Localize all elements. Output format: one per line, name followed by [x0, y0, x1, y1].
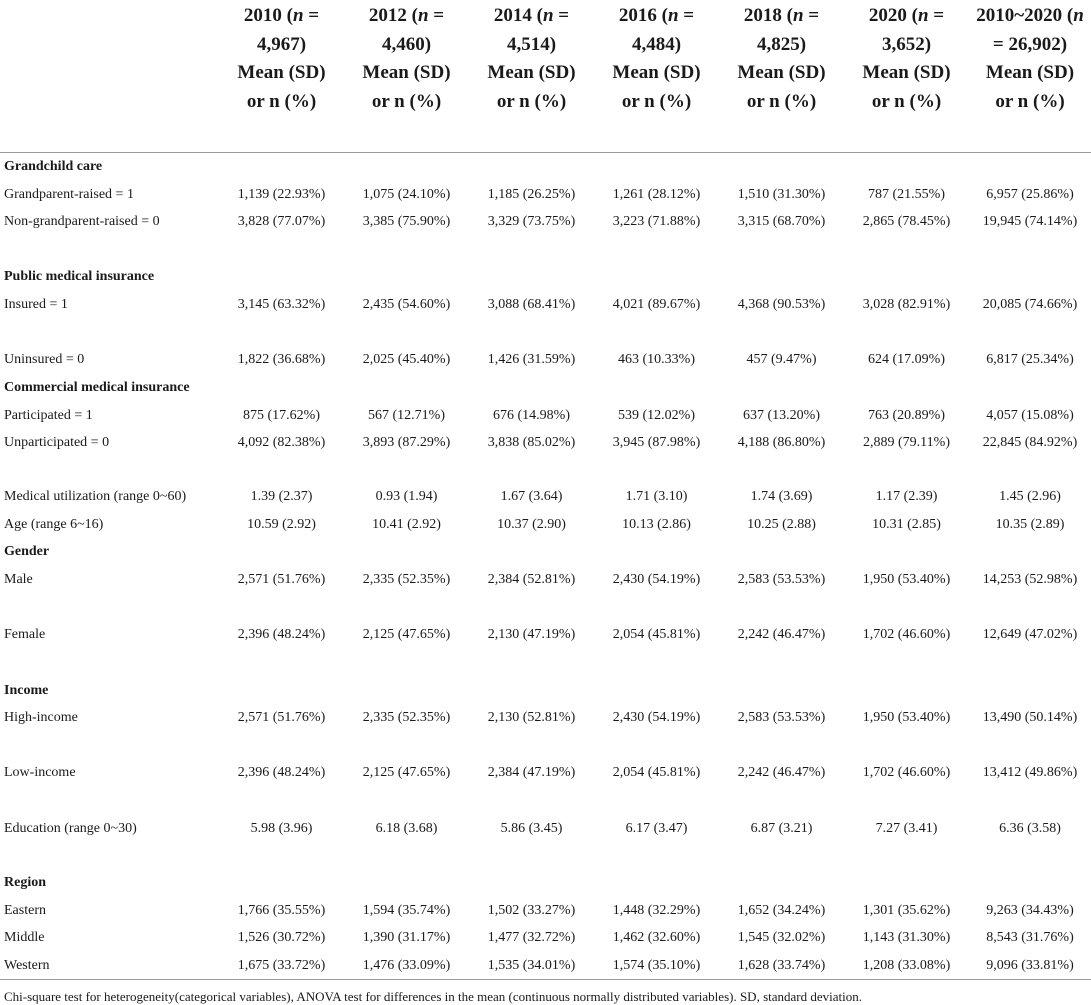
value-cell: 624 (17.09%): [868, 352, 945, 367]
value-cell: 1,185 (26.25%): [487, 186, 576, 202]
value-cell: 4,188 (86.80%): [737, 435, 826, 450]
table-row: [0, 511, 1091, 539]
table-row: [0, 704, 1091, 759]
row-label: Participated = 1: [4, 407, 93, 423]
value-cell: 787 (21.55%): [868, 186, 945, 202]
value-cell: 4,092 (82.38%): [237, 435, 326, 450]
value-cell: 1,526 (30.72%): [237, 930, 326, 945]
table-body: [0, 153, 1091, 980]
value-cell: 3,838 (85.02%): [487, 435, 576, 450]
value-cell: 4,021 (89.67%): [612, 297, 701, 312]
value-cell: [969, 374, 1091, 402]
value-cell: 1,502 (33.27%): [487, 902, 576, 918]
value-cell: 2,889 (79.11%): [863, 435, 950, 450]
value-cell: 2,242 (46.47%): [737, 626, 826, 642]
value-cell: 6.87 (3.21): [750, 821, 813, 836]
value-cell: 1,675 (33.72%): [219, 952, 344, 980]
value-cell: [719, 153, 844, 181]
row-label: Western: [0, 952, 219, 980]
table-row: [0, 621, 1091, 677]
column-stat2: or n (%): [995, 90, 1065, 112]
value-cell: [844, 153, 969, 181]
row-label: Education (range 0~30): [4, 821, 137, 836]
value-cell: [344, 677, 469, 705]
section-row: [0, 263, 1091, 291]
value-cell: 20,085 (74.66%): [982, 297, 1078, 312]
table-row: [0, 815, 1091, 869]
value-cell: 637 (13.20%): [743, 407, 820, 423]
column-n: 4,484: [631, 33, 675, 55]
value-cell: [219, 153, 344, 181]
value-cell: 1,594 (35.74%): [362, 902, 451, 918]
value-cell: 1,075 (24.10%): [362, 186, 451, 202]
value-cell: 1,628 (33.74%): [719, 952, 844, 980]
section-label: Region: [4, 875, 46, 890]
value-cell: 1,139 (22.93%): [237, 186, 326, 202]
row-label: High-income: [4, 710, 78, 725]
row-label: Age (range 6~16): [4, 516, 104, 532]
value-cell: [219, 869, 344, 897]
value-cell: 1,652 (34.24%): [737, 902, 826, 918]
row-label: Uninsured = 0: [4, 352, 85, 367]
value-cell: 1,476 (33.09%): [344, 952, 469, 980]
row-label: Grandparent-raised = 1: [4, 186, 134, 202]
value-cell: 1,448 (32.29%): [612, 902, 701, 918]
value-cell: 1,535 (34.01%): [469, 952, 594, 980]
value-cell: 2,384 (52.81%): [487, 571, 576, 587]
header-row: [0, 0, 1091, 150]
value-cell: 1.39 (2.37): [250, 489, 313, 504]
value-cell: 3,893 (87.29%): [362, 435, 451, 450]
value-cell: [594, 538, 719, 566]
value-cell: 1,261 (28.12%): [612, 186, 701, 202]
column-header-1: 2010 (n = 4,967) Mean (SD) or n (%): [237, 5, 326, 112]
value-cell: [469, 153, 594, 181]
value-cell: 1.67 (3.64): [500, 489, 563, 504]
value-cell: 2,396 (48.24%): [237, 765, 326, 780]
value-cell: 1,950 (53.40%): [862, 710, 951, 725]
value-cell: 1,390 (31.17%): [362, 930, 451, 945]
column-header-5: 2018 (n = 4,825) Mean (SD) or n (%): [737, 5, 826, 112]
value-cell: 2,025 (45.40%): [362, 352, 451, 367]
value-cell: [344, 374, 469, 402]
value-cell: 2,583 (53.53%): [737, 710, 826, 725]
value-cell: 3,329 (73.75%): [487, 214, 576, 229]
value-cell: [969, 869, 1091, 897]
column-n: 4,514: [506, 33, 550, 55]
value-cell: 3,223 (71.88%): [612, 214, 701, 229]
column-header-3: 2014 (n = 4,514) Mean (SD) or n (%): [487, 5, 576, 112]
value-cell: 10.37 (2.90): [497, 516, 566, 532]
table-row: [0, 924, 1091, 952]
value-cell: 3,945 (87.98%): [612, 435, 701, 450]
value-cell: [719, 869, 844, 897]
value-cell: 4,368 (90.53%): [737, 297, 826, 312]
section-row: [0, 677, 1091, 705]
value-cell: [344, 538, 469, 566]
row-label: Low-income: [4, 765, 76, 780]
row-label: Eastern: [4, 902, 46, 918]
n-symbol: n: [917, 5, 929, 26]
value-cell: 1,766 (35.55%): [237, 902, 326, 918]
section-row: [0, 869, 1091, 897]
value-cell: [344, 153, 469, 181]
value-cell: 2,571 (51.76%): [237, 571, 326, 587]
value-cell: [594, 374, 719, 402]
value-cell: [344, 263, 469, 291]
value-cell: 2,125 (47.65%): [362, 765, 451, 780]
value-cell: [969, 677, 1091, 705]
column-year: 2016: [618, 5, 657, 26]
value-cell: 2,430 (54.19%): [612, 710, 701, 725]
value-cell: [219, 677, 344, 705]
value-cell: [844, 263, 969, 291]
value-cell: 9,263 (34.43%): [986, 902, 1074, 918]
value-cell: 10.41 (2.92): [372, 516, 441, 532]
row-label: Middle: [4, 930, 45, 945]
value-cell: 10.13 (2.86): [622, 516, 691, 532]
value-cell: 463 (10.33%): [618, 352, 695, 367]
column-stat2: or n (%): [871, 90, 942, 112]
column-year: 2014: [493, 5, 532, 26]
value-cell: 2,335 (52.35%): [362, 710, 451, 725]
value-cell: 2,335 (52.35%): [362, 571, 451, 587]
section-label: Commercial medical insurance: [4, 380, 190, 395]
value-cell: 1,462 (32.60%): [612, 930, 701, 945]
value-cell: [969, 153, 1091, 181]
column-header-2: 2012 (n = 4,460) Mean (SD) or n (%): [362, 5, 451, 112]
value-cell: [719, 538, 844, 566]
value-cell: 2,571 (51.76%): [237, 710, 326, 725]
value-cell: 6,817 (25.34%): [986, 352, 1074, 367]
table-row: [0, 429, 1091, 483]
value-cell: 457 (9.47%): [746, 352, 817, 367]
n-symbol: n: [542, 5, 554, 26]
value-cell: 3,385 (75.90%): [362, 214, 451, 229]
table-row: [0, 181, 1091, 209]
table-row: [0, 208, 1091, 263]
value-cell: [344, 869, 469, 897]
value-cell: 1,510 (31.30%): [737, 186, 826, 202]
value-cell: 7.27 (3.41): [875, 821, 938, 836]
table-row: [0, 483, 1091, 511]
value-cell: 3,828 (77.07%): [237, 214, 326, 229]
column-year: 2010~2020: [976, 5, 1063, 26]
value-cell: [719, 374, 844, 402]
value-cell: 6.17 (3.47): [625, 821, 688, 836]
value-cell: 3,088 (68.41%): [487, 297, 576, 312]
value-cell: 0.93 (1.94): [375, 489, 438, 504]
value-cell: 6.36 (3.58): [999, 821, 1061, 836]
value-cell: 2,430 (54.19%): [612, 571, 701, 587]
column-stat: Mean (SD): [737, 62, 826, 83]
column-year: 2010: [243, 5, 282, 26]
column-stat2: or n (%): [496, 90, 567, 112]
value-cell: 10.59 (2.92): [247, 516, 316, 532]
column-n: 4,460: [381, 33, 425, 55]
section-row: [0, 153, 1091, 181]
column-stat: Mean (SD): [985, 62, 1075, 83]
value-cell: 19,945 (74.14%): [982, 214, 1078, 229]
value-cell: 12,649 (47.02%): [982, 626, 1078, 642]
value-cell: 1,426 (31.59%): [487, 352, 576, 367]
table-row: [0, 346, 1091, 374]
value-cell: 1.17 (2.39): [875, 489, 938, 504]
row-label: Non-grandparent-raised = 0: [4, 214, 160, 229]
value-cell: 1.45 (2.96): [999, 489, 1061, 504]
value-cell: 9,096 (33.81%): [969, 952, 1091, 980]
column-stat2: or n (%): [621, 90, 692, 112]
value-cell: [719, 263, 844, 291]
value-cell: 5.98 (3.96): [250, 821, 313, 836]
value-cell: 14,253 (52.98%): [982, 571, 1078, 587]
value-cell: 10.35 (2.89): [995, 516, 1065, 532]
value-cell: [219, 374, 344, 402]
value-cell: 1,143 (31.30%): [862, 930, 951, 945]
n-symbol: n: [792, 5, 804, 26]
value-cell: 5.86 (3.45): [500, 821, 563, 836]
value-cell: 2,865 (78.45%): [862, 214, 951, 229]
value-cell: [844, 677, 969, 705]
value-cell: [594, 677, 719, 705]
column-stat: Mean (SD): [487, 62, 576, 83]
table-row: [0, 402, 1091, 430]
value-cell: [219, 538, 344, 566]
n-symbol: n: [292, 5, 304, 26]
row-label: Unparticipated = 0: [4, 435, 110, 450]
column-header-4: 2016 (n = 4,484) Mean (SD) or n (%): [612, 5, 701, 112]
value-cell: [844, 374, 969, 402]
value-cell: 10.31 (2.85): [872, 516, 941, 532]
value-cell: 3,145 (63.32%): [237, 297, 326, 312]
row-label: Male: [4, 571, 33, 587]
table-row: [0, 952, 1091, 980]
column-n: 4,967: [256, 33, 300, 55]
value-cell: 1,477 (32.72%): [487, 930, 576, 945]
value-cell: 3,315 (68.70%): [737, 214, 826, 229]
value-cell: 2,384 (47.19%): [487, 765, 576, 780]
section-row: [0, 538, 1091, 566]
value-cell: 2,583 (53.53%): [737, 571, 826, 587]
section-row: [0, 374, 1091, 402]
value-cell: 1.74 (3.69): [750, 489, 813, 504]
table-row: [0, 897, 1091, 925]
column-stat2: or n (%): [246, 90, 317, 112]
value-cell: [469, 677, 594, 705]
table-row: [0, 566, 1091, 621]
value-cell: [594, 869, 719, 897]
value-cell: [219, 263, 344, 291]
section-label: Public medical insurance: [4, 269, 155, 284]
column-year: 2012: [368, 5, 407, 26]
value-cell: 2,396 (48.24%): [237, 626, 326, 642]
value-cell: [969, 538, 1091, 566]
value-cell: 2,125 (47.65%): [362, 626, 451, 642]
value-cell: 567 (12.71%): [368, 407, 445, 423]
section-label: Income: [4, 682, 49, 698]
table-row: [0, 759, 1091, 815]
section-label: Grandchild care: [4, 159, 103, 174]
column-stat: Mean (SD): [237, 62, 326, 83]
value-cell: 1,208 (33.08%): [844, 952, 969, 980]
value-cell: [469, 869, 594, 897]
n-symbol: n: [417, 5, 429, 26]
column-stat: Mean (SD): [612, 62, 701, 83]
value-cell: 1,702 (46.60%): [862, 765, 951, 780]
n-symbol: n: [667, 5, 679, 26]
value-cell: [844, 538, 969, 566]
column-n: 4,825: [756, 33, 800, 55]
value-cell: 22,845 (84.92%): [982, 435, 1078, 450]
row-label: Insured = 1: [4, 297, 68, 312]
value-cell: [844, 869, 969, 897]
column-year: 2020: [868, 5, 907, 26]
value-cell: 1,702 (46.60%): [862, 626, 951, 642]
section-label: Gender: [4, 544, 50, 559]
value-cell: [594, 153, 719, 181]
header-cell-empty: [0, 0, 219, 150]
value-cell: 1,545 (32.02%): [737, 930, 826, 945]
column-header-7: 2010~2020 (n = 26,902) Mean (SD) or n (%): [976, 5, 1084, 112]
column-n: 3,652: [881, 33, 925, 55]
value-cell: 539 (12.02%): [618, 407, 695, 423]
value-cell: 6,957 (25.86%): [986, 186, 1074, 202]
value-cell: 2,054 (45.81%): [612, 765, 701, 780]
value-cell: 1,301 (35.62%): [862, 902, 951, 918]
value-cell: 676 (14.98%): [493, 407, 570, 423]
value-cell: 2,130 (47.19%): [487, 626, 576, 642]
n-symbol: n: [1073, 5, 1084, 26]
value-cell: [469, 538, 594, 566]
column-header-6: 2020 (n = 3,652) Mean (SD) or n (%): [862, 5, 951, 112]
row-label: Medical utilization (range 0~60): [4, 489, 187, 504]
value-cell: 13,490 (50.14%): [982, 710, 1078, 725]
table-row: [0, 291, 1091, 346]
value-cell: 10.25 (2.88): [747, 516, 816, 532]
column-stat2: or n (%): [746, 90, 817, 112]
table-footnote: Chi-square test for heterogeneity(categorical variables), ANOVA test for differences in the mean (continuous normally distributed variables). SD, standard deviation.: [4, 989, 862, 1004]
value-cell: 13,412 (49.86%): [982, 765, 1078, 780]
value-cell: 1,574 (35.10%): [594, 952, 719, 980]
value-cell: 763 (20.89%): [868, 407, 945, 423]
value-cell: 1,950 (53.40%): [862, 571, 951, 587]
value-cell: 4,057 (15.08%): [986, 407, 1074, 423]
value-cell: [594, 263, 719, 291]
value-cell: 6.18 (3.68): [375, 821, 438, 836]
value-cell: 2,054 (45.81%): [612, 626, 701, 642]
value-cell: [469, 263, 594, 291]
value-cell: 2,242 (46.47%): [737, 765, 826, 780]
value-cell: [469, 374, 594, 402]
column-stat: Mean (SD): [362, 62, 451, 83]
value-cell: 8,543 (31.76%): [986, 930, 1074, 945]
value-cell: 2,435 (54.60%): [362, 297, 451, 312]
value-cell: [969, 263, 1091, 291]
value-cell: [719, 677, 844, 705]
value-cell: 3,028 (82.91%): [862, 297, 951, 312]
table-header: [0, 0, 1091, 153]
column-stat2: or n (%): [371, 90, 442, 112]
column-stat: Mean (SD): [862, 62, 951, 83]
column-n: 26,902: [1008, 33, 1061, 55]
column-year: 2018: [743, 5, 782, 26]
value-cell: 1,822 (36.68%): [237, 352, 326, 367]
value-cell: 1.71 (3.10): [625, 489, 688, 504]
value-cell: 875 (17.62%): [243, 407, 320, 423]
value-cell: 2,130 (52.81%): [487, 710, 576, 725]
row-label: Female: [4, 626, 46, 642]
